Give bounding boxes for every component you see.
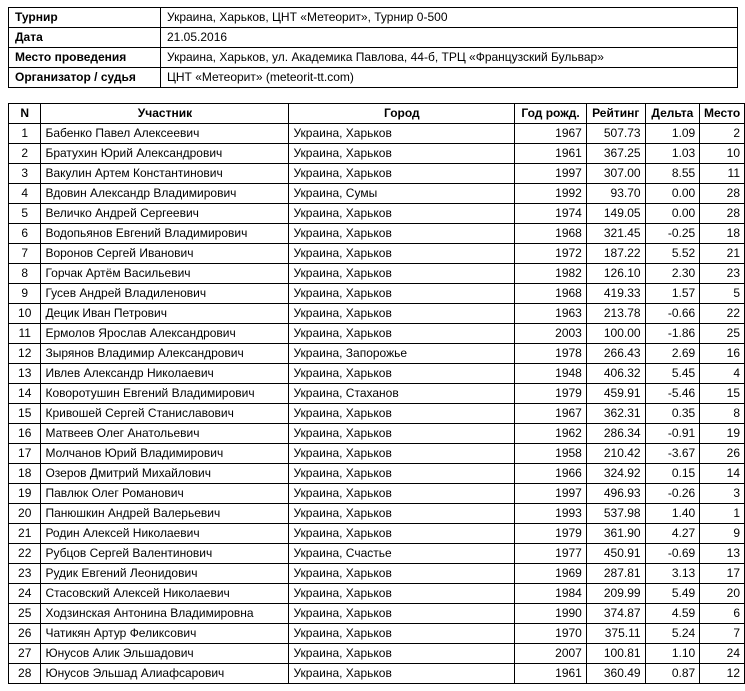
cell-rating: 507.73 (586, 124, 645, 144)
info-label: Организатор / судья (9, 68, 161, 88)
cell-birth-year: 1978 (515, 344, 587, 364)
cell-rating: 210.42 (586, 444, 645, 464)
cell-delta: 1.09 (645, 124, 700, 144)
cell-rating: 321.45 (586, 224, 645, 244)
cell-delta: 2.30 (645, 264, 700, 284)
info-value: 21.05.2016 (161, 28, 738, 48)
cell-birth-year: 1958 (515, 444, 587, 464)
cell-rating: 126.10 (586, 264, 645, 284)
cell-birth-year: 1970 (515, 624, 587, 644)
cell-place: 17 (700, 564, 745, 584)
header-participant: Участник (41, 104, 289, 124)
cell-city: Украина, Харьков (289, 224, 515, 244)
cell-city: Украина, Харьков (289, 404, 515, 424)
cell-city: Украина, Харьков (289, 444, 515, 464)
cell-participant: Братухин Юрий Александрович (41, 144, 289, 164)
table-row (9, 444, 745, 464)
cell-place: 3 (700, 484, 745, 504)
header-number: N (9, 104, 41, 124)
cell-birth-year: 1979 (515, 524, 587, 544)
cell-birth-year: 1972 (515, 244, 587, 264)
cell-delta: 0.87 (645, 664, 700, 684)
cell-rating: 406.32 (586, 364, 645, 384)
table-row (9, 344, 745, 364)
cell-participant: Воронов Сергей Иванович (41, 244, 289, 264)
cell-number: 5 (9, 204, 41, 224)
cell-place: 8 (700, 404, 745, 424)
cell-place: 16 (700, 344, 745, 364)
table-row (9, 164, 745, 184)
cell-place: 21 (700, 244, 745, 264)
cell-number: 17 (9, 444, 41, 464)
cell-delta: 2.69 (645, 344, 700, 364)
table-row (9, 244, 745, 264)
cell-place: 20 (700, 584, 745, 604)
cell-number: 22 (9, 544, 41, 564)
cell-place: 4 (700, 364, 745, 384)
cell-birth-year: 1967 (515, 124, 587, 144)
cell-number: 12 (9, 344, 41, 364)
cell-birth-year: 1992 (515, 184, 587, 204)
table-row (9, 224, 745, 244)
cell-city: Украина, Харьков (289, 284, 515, 304)
cell-delta: 0.00 (645, 204, 700, 224)
cell-number: 16 (9, 424, 41, 444)
cell-birth-year: 1977 (515, 544, 587, 564)
cell-number: 7 (9, 244, 41, 264)
table-row (9, 384, 745, 404)
cell-city: Украина, Харьков (289, 424, 515, 444)
table-row (9, 564, 745, 584)
cell-delta: 4.27 (645, 524, 700, 544)
cell-rating: 496.93 (586, 484, 645, 504)
cell-place: 28 (700, 204, 745, 224)
cell-number: 3 (9, 164, 41, 184)
cell-delta: 0.35 (645, 404, 700, 424)
cell-birth-year: 1966 (515, 464, 587, 484)
cell-rating: 367.25 (586, 144, 645, 164)
cell-participant: Юнусов Алик Эльшадович (41, 644, 289, 664)
cell-place: 11 (700, 164, 745, 184)
cell-city: Украина, Харьков (289, 264, 515, 284)
cell-rating: 307.00 (586, 164, 645, 184)
cell-rating: 375.11 (586, 624, 645, 644)
header-row (9, 104, 745, 124)
results-table (8, 103, 745, 684)
cell-rating: 537.98 (586, 504, 645, 524)
table-row (9, 424, 745, 444)
cell-birth-year: 1993 (515, 504, 587, 524)
results-header (9, 104, 745, 124)
cell-delta: -0.66 (645, 304, 700, 324)
cell-place: 22 (700, 304, 745, 324)
cell-rating: 362.31 (586, 404, 645, 424)
cell-number: 26 (9, 624, 41, 644)
cell-city: Украина, Харьков (289, 144, 515, 164)
cell-number: 4 (9, 184, 41, 204)
cell-delta: 0.00 (645, 184, 700, 204)
cell-participant: Ивлев Александр Николаевич (41, 364, 289, 384)
cell-city: Украина, Харьков (289, 464, 515, 484)
cell-place: 9 (700, 524, 745, 544)
cell-delta: 5.24 (645, 624, 700, 644)
cell-place: 15 (700, 384, 745, 404)
cell-number: 11 (9, 324, 41, 344)
table-row (9, 484, 745, 504)
cell-city: Украина, Счастье (289, 544, 515, 564)
cell-number: 19 (9, 484, 41, 504)
cell-participant: Стасовский Алексей Николаевич (41, 584, 289, 604)
cell-number: 20 (9, 504, 41, 524)
tournament-info-table (8, 7, 738, 88)
cell-delta: 5.49 (645, 584, 700, 604)
cell-city: Украина, Харьков (289, 604, 515, 624)
header-birth-year: Год рожд. (515, 104, 587, 124)
cell-participant: Гусев Андрей Владиленович (41, 284, 289, 304)
cell-place: 24 (700, 644, 745, 664)
cell-participant: Озеров Дмитрий Михайлович (41, 464, 289, 484)
table-row (9, 544, 745, 564)
info-row-venue (9, 48, 738, 68)
cell-place: 12 (700, 664, 745, 684)
cell-number: 8 (9, 264, 41, 284)
cell-number: 9 (9, 284, 41, 304)
cell-place: 13 (700, 544, 745, 564)
cell-place: 10 (700, 144, 745, 164)
cell-city: Украина, Харьков (289, 664, 515, 684)
cell-rating: 187.22 (586, 244, 645, 264)
cell-rating: 266.43 (586, 344, 645, 364)
table-row (9, 664, 745, 684)
info-label: Дата (9, 28, 161, 48)
info-value: Украина, Харьков, ул. Академика Павлова, 44-б, ТРЦ «Французский Бульвар» (161, 48, 738, 68)
cell-delta: 3.13 (645, 564, 700, 584)
cell-number: 18 (9, 464, 41, 484)
header-rating: Рейтинг (586, 104, 645, 124)
cell-rating: 100.81 (586, 644, 645, 664)
table-row (9, 404, 745, 424)
cell-number: 10 (9, 304, 41, 324)
cell-rating: 324.92 (586, 464, 645, 484)
cell-place: 25 (700, 324, 745, 344)
cell-city: Украина, Харьков (289, 204, 515, 224)
cell-birth-year: 1984 (515, 584, 587, 604)
cell-participant: Вакулин Артем Константинович (41, 164, 289, 184)
table-row (9, 204, 745, 224)
table-row (9, 624, 745, 644)
cell-place: 5 (700, 284, 745, 304)
info-label: Место проведения (9, 48, 161, 68)
cell-delta: 1.03 (645, 144, 700, 164)
cell-place: 1 (700, 504, 745, 524)
cell-city: Украина, Харьков (289, 564, 515, 584)
table-row (9, 324, 745, 344)
cell-participant: Рубцов Сергей Валентинович (41, 544, 289, 564)
cell-delta: 0.15 (645, 464, 700, 484)
table-row (9, 524, 745, 544)
cell-participant: Ермолов Ярослав Александрович (41, 324, 289, 344)
cell-number: 21 (9, 524, 41, 544)
table-row (9, 184, 745, 204)
header-place: Место (700, 104, 745, 124)
cell-city: Украина, Харьков (289, 304, 515, 324)
cell-number: 6 (9, 224, 41, 244)
cell-delta: -0.69 (645, 544, 700, 564)
cell-city: Украина, Харьков (289, 244, 515, 264)
cell-birth-year: 1979 (515, 384, 587, 404)
cell-birth-year: 1990 (515, 604, 587, 624)
cell-birth-year: 1961 (515, 664, 587, 684)
cell-delta: -0.26 (645, 484, 700, 504)
cell-place: 28 (700, 184, 745, 204)
table-row (9, 264, 745, 284)
cell-participant: Кривошей Сергей Станиславович (41, 404, 289, 424)
cell-city: Украина, Харьков (289, 624, 515, 644)
info-body (9, 8, 738, 88)
cell-participant: Матвеев Олег Анатольевич (41, 424, 289, 444)
cell-city: Украина, Запорожье (289, 344, 515, 364)
cell-number: 1 (9, 124, 41, 144)
cell-delta: 4.59 (645, 604, 700, 624)
cell-place: 18 (700, 224, 745, 244)
cell-rating: 361.90 (586, 524, 645, 544)
cell-city: Украина, Харьков (289, 324, 515, 344)
table-row (9, 644, 745, 664)
cell-place: 26 (700, 444, 745, 464)
cell-city: Украина, Харьков (289, 524, 515, 544)
cell-city: Украина, Харьков (289, 484, 515, 504)
cell-participant: Величко Андрей Сергеевич (41, 204, 289, 224)
cell-participant: Павлюк Олег Романович (41, 484, 289, 504)
cell-city: Украина, Харьков (289, 164, 515, 184)
cell-delta: -0.25 (645, 224, 700, 244)
cell-rating: 213.78 (586, 304, 645, 324)
info-row-date (9, 28, 738, 48)
cell-delta: -3.67 (645, 444, 700, 464)
cell-participant: Децик Иван Петрович (41, 304, 289, 324)
table-row (9, 584, 745, 604)
cell-delta: 5.52 (645, 244, 700, 264)
table-row (9, 504, 745, 524)
cell-number: 14 (9, 384, 41, 404)
cell-participant: Ходзинская Антонина Владимировна (41, 604, 289, 624)
cell-participant: Коворотушин Евгений Владимирович (41, 384, 289, 404)
cell-rating: 100.00 (586, 324, 645, 344)
cell-place: 7 (700, 624, 745, 644)
cell-rating: 149.05 (586, 204, 645, 224)
cell-city: Украина, Харьков (289, 364, 515, 384)
table-row (9, 304, 745, 324)
table-row (9, 124, 745, 144)
cell-place: 6 (700, 604, 745, 624)
cell-participant: Водопьянов Евгений Владимирович (41, 224, 289, 244)
info-value: ЦНТ «Метеорит» (meteorit-tt.com) (161, 68, 738, 88)
cell-delta: 1.57 (645, 284, 700, 304)
cell-participant: Родин Алексей Николаевич (41, 524, 289, 544)
cell-city: Украина, Сумы (289, 184, 515, 204)
cell-participant: Чатикян Артур Феликсович (41, 624, 289, 644)
info-row-organizer (9, 68, 738, 88)
cell-delta: -5.46 (645, 384, 700, 404)
table-row (9, 464, 745, 484)
cell-birth-year: 1968 (515, 284, 587, 304)
cell-city: Украина, Харьков (289, 644, 515, 664)
cell-city: Украина, Харьков (289, 584, 515, 604)
info-label: Турнир (9, 8, 161, 28)
cell-participant: Панюшкин Андрей Валерьевич (41, 504, 289, 524)
cell-number: 24 (9, 584, 41, 604)
cell-birth-year: 1969 (515, 564, 587, 584)
cell-birth-year: 1948 (515, 364, 587, 384)
cell-rating: 374.87 (586, 604, 645, 624)
cell-number: 25 (9, 604, 41, 624)
cell-number: 2 (9, 144, 41, 164)
cell-delta: 1.40 (645, 504, 700, 524)
cell-birth-year: 1997 (515, 484, 587, 504)
cell-participant: Рудик Евгений Леонидович (41, 564, 289, 584)
table-row (9, 144, 745, 164)
cell-delta: 8.55 (645, 164, 700, 184)
cell-participant: Горчак Артём Васильевич (41, 264, 289, 284)
cell-number: 23 (9, 564, 41, 584)
cell-delta: -0.91 (645, 424, 700, 444)
cell-number: 15 (9, 404, 41, 424)
cell-participant: Юнусов Эльшад Алиафсарович (41, 664, 289, 684)
cell-place: 23 (700, 264, 745, 284)
info-row-tournament (9, 8, 738, 28)
cell-number: 13 (9, 364, 41, 384)
header-delta: Дельта (645, 104, 700, 124)
cell-birth-year: 1961 (515, 144, 587, 164)
table-row (9, 364, 745, 384)
cell-participant: Молчанов Юрий Владимирович (41, 444, 289, 464)
cell-participant: Бабенко Павел Алексеевич (41, 124, 289, 144)
cell-birth-year: 1982 (515, 264, 587, 284)
cell-place: 14 (700, 464, 745, 484)
cell-rating: 450.91 (586, 544, 645, 564)
cell-city: Украина, Харьков (289, 124, 515, 144)
table-row (9, 604, 745, 624)
info-value: Украина, Харьков, ЦНТ «Метеорит», Турнир 0-500 (161, 8, 738, 28)
cell-rating: 459.91 (586, 384, 645, 404)
cell-city: Украина, Харьков (289, 504, 515, 524)
cell-birth-year: 1962 (515, 424, 587, 444)
cell-place: 2 (700, 124, 745, 144)
cell-participant: Зырянов Владимир Александрович (41, 344, 289, 364)
header-city: Город (289, 104, 515, 124)
cell-city: Украина, Стаханов (289, 384, 515, 404)
cell-rating: 419.33 (586, 284, 645, 304)
cell-number: 28 (9, 664, 41, 684)
cell-birth-year: 1974 (515, 204, 587, 224)
results-body (9, 124, 745, 684)
cell-birth-year: 1963 (515, 304, 587, 324)
cell-delta: 5.45 (645, 364, 700, 384)
cell-birth-year: 1967 (515, 404, 587, 424)
cell-birth-year: 1968 (515, 224, 587, 244)
cell-rating: 360.49 (586, 664, 645, 684)
cell-rating: 287.81 (586, 564, 645, 584)
cell-delta: 1.10 (645, 644, 700, 664)
cell-rating: 286.34 (586, 424, 645, 444)
cell-delta: -1.86 (645, 324, 700, 344)
table-row (9, 284, 745, 304)
cell-birth-year: 1997 (515, 164, 587, 184)
cell-birth-year: 2007 (515, 644, 587, 664)
cell-participant: Вдовин Александр Владимирович (41, 184, 289, 204)
cell-rating: 93.70 (586, 184, 645, 204)
cell-place: 19 (700, 424, 745, 444)
cell-rating: 209.99 (586, 584, 645, 604)
cell-number: 27 (9, 644, 41, 664)
cell-birth-year: 2003 (515, 324, 587, 344)
